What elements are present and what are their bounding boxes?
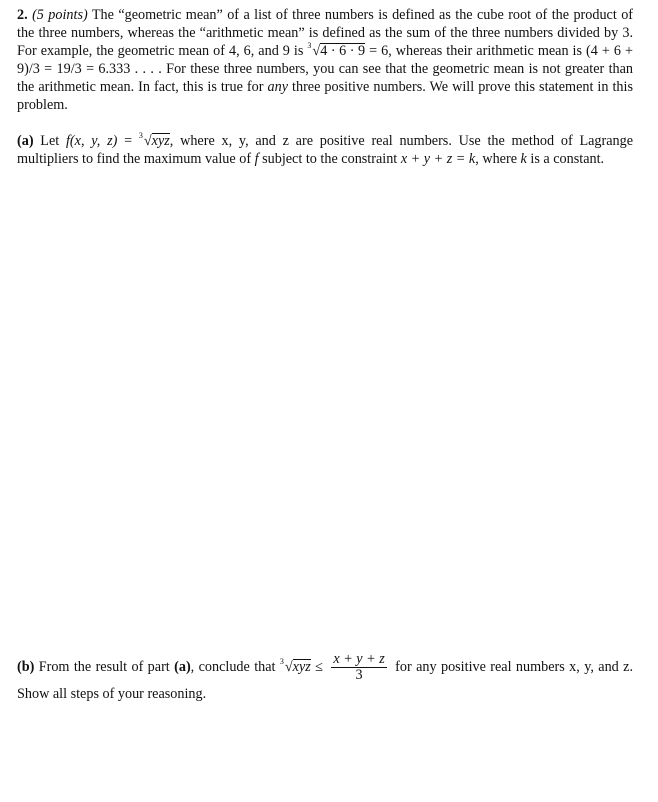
root-index: 3 bbox=[307, 41, 312, 50]
root-sign: √ bbox=[312, 43, 321, 59]
math: f(x, y, z) bbox=[65, 133, 118, 149]
text: is a constant. bbox=[526, 151, 605, 167]
root-index: 3 bbox=[279, 656, 284, 666]
intro-text: The “geometric mean” of a list of three numbers is defined as the cube root of the product of the three numbers, whereas the “arithmetic mean” is defined as the sum of the three numbers divided by 3. For example, the geometric mean of 4, 6, and 9 is bbox=[17, 7, 634, 59]
part-ref: (a) bbox=[174, 658, 191, 675]
cube-root-example bbox=[307, 42, 365, 60]
text: for any positive real numbers x, y, and z. Show all steps of your reasoning. bbox=[17, 658, 634, 702]
problem-intro bbox=[17, 6, 633, 114]
root-sign: √ bbox=[143, 133, 152, 149]
radicand: xyz bbox=[151, 133, 170, 149]
intro-text: = 6, whereas their arithmetic mean is (4 + 6 + 9)/3 = 19/3 = 6.333 . . . . For these three numbers, you can see that the geometric mean is not greater than the arithmetic mean. In fact, this is true for bbox=[17, 43, 633, 95]
problem-number: 2. bbox=[17, 7, 28, 23]
denominator: 3 bbox=[355, 667, 363, 683]
intro-text: three positive numbers. We will prove this statement in this problem. bbox=[17, 79, 633, 113]
numerator: x + y + z bbox=[333, 651, 385, 667]
part-b bbox=[17, 652, 633, 705]
math: f bbox=[254, 151, 259, 167]
cube-root bbox=[139, 132, 170, 150]
part-label: (a) bbox=[17, 133, 34, 149]
part-a bbox=[17, 132, 633, 168]
emphasis: any bbox=[267, 79, 289, 95]
text: , where x, y, and z are positive real numbers. Use the method of Lagrange multipliers to find the maximum value of bbox=[17, 133, 634, 167]
text: = bbox=[117, 133, 139, 149]
radicand: 4 · 6 · 9 bbox=[320, 43, 366, 59]
math: k bbox=[520, 151, 527, 167]
fraction bbox=[331, 652, 386, 683]
text: , conclude that bbox=[190, 658, 280, 675]
leq: ≤ bbox=[310, 658, 328, 675]
root-sign: √ bbox=[284, 658, 293, 675]
text: Let bbox=[33, 133, 66, 149]
part-label: (b) bbox=[17, 658, 35, 675]
text: , where bbox=[475, 151, 521, 167]
math: x + y + z = k bbox=[400, 151, 476, 167]
points: (5 points) bbox=[32, 7, 88, 23]
text: From the result of part bbox=[34, 658, 175, 675]
radicand: xyz bbox=[292, 658, 311, 675]
cube-root bbox=[280, 658, 311, 676]
root-index: 3 bbox=[138, 131, 143, 140]
text: subject to the constraint bbox=[258, 151, 401, 167]
